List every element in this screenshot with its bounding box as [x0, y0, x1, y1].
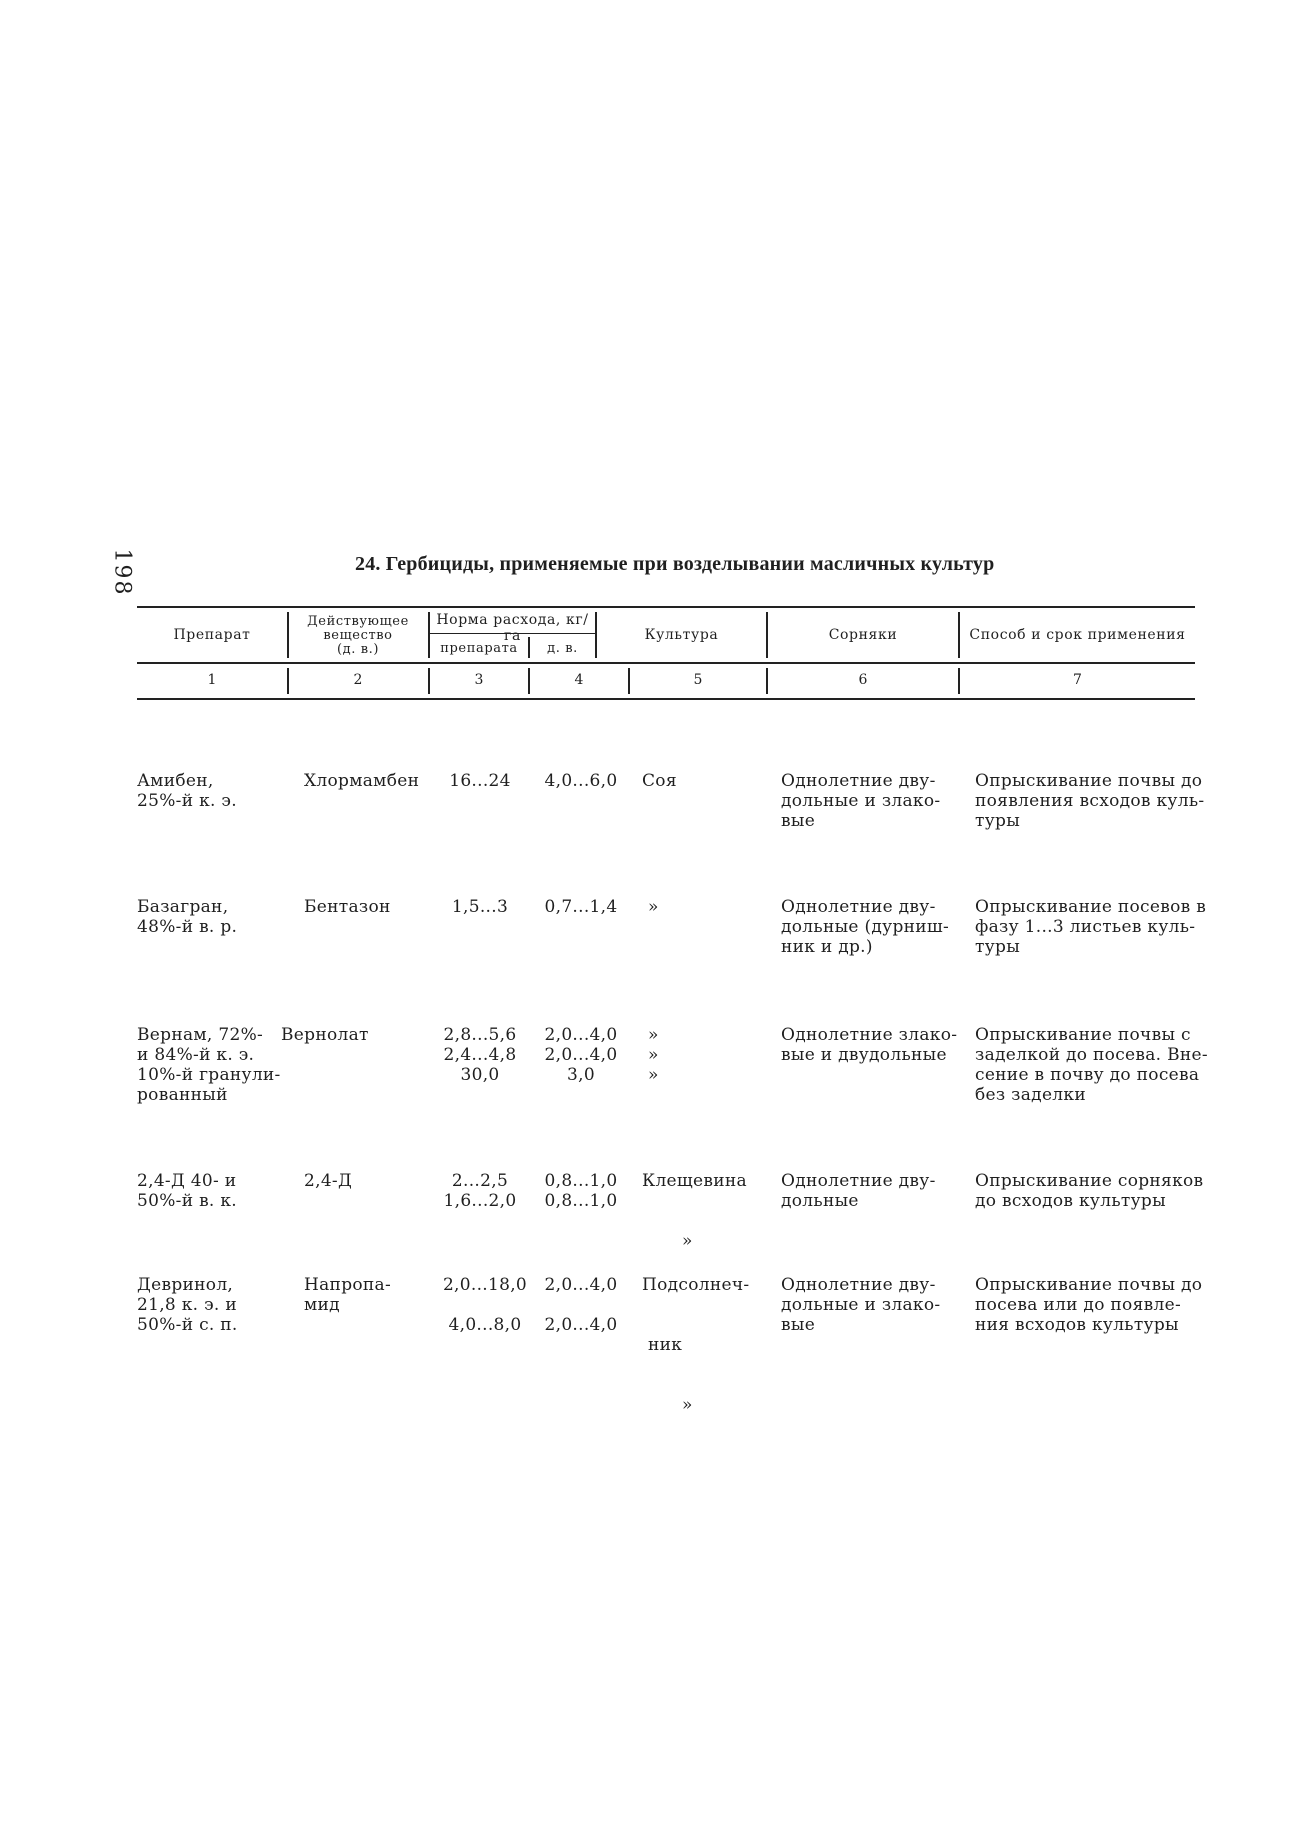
row-2-preparation: Базагран, 48%-й в. р. [137, 897, 238, 937]
column-number-3: 3 [474, 672, 484, 688]
row-2-weeds: Однолетние дву- дольные (дурниш- ник и др.) [781, 897, 950, 957]
row-5-weeds: Однолетние дву- дольные и злако- вые [781, 1275, 941, 1335]
row-2-crop: » [648, 897, 659, 917]
row-1-crop: Соя [642, 771, 677, 791]
header-rate-ai: д. в. [547, 641, 578, 656]
row-3-substance: Вернолат [281, 1025, 369, 1045]
row-3-rate-ai: 2,0...4,0 2,0...4,0 3,0 [544, 1025, 618, 1085]
row-3-method: Опрыскивание почвы с заделкой до посева. Вне- сение в почву до посева без заделки [975, 1025, 1208, 1105]
row-1-weeds: Однолетние дву- дольные и злако- вые [781, 771, 941, 831]
header-top-rule [137, 606, 1195, 608]
page-number: 198 [109, 548, 135, 597]
header-substance: Действующее вещество (д. в.) [307, 614, 409, 657]
row-5-crop: Подсолнеч- ник » [642, 1275, 750, 1415]
row-1-preparation: Амибен, 25%-й к. э. [137, 771, 237, 811]
column-number-4: 4 [574, 672, 584, 688]
header-weeds: Сорняки [828, 627, 898, 643]
row-4-weeds: Однолетние дву- дольные [781, 1171, 936, 1211]
numbers-bottom-rule [137, 698, 1195, 700]
column-number-2: 2 [353, 672, 363, 688]
row-3-weeds: Однолетние злако- вые и двудольные [781, 1025, 958, 1065]
row-4-method: Опрыскивание сорняков до всходов культуры [975, 1171, 1204, 1211]
header-rate-preparation: препарата [440, 641, 518, 656]
header-method: Способ и срок применения [969, 627, 1186, 643]
row-4-rate-ai: 0,8...1,0 0,8...1,0 [544, 1171, 618, 1211]
row-5-method: Опрыскивание почвы до посева или до появле- ния всходов культуры [975, 1275, 1203, 1335]
column-number-6: 6 [858, 672, 868, 688]
column-number-5: 5 [693, 672, 703, 688]
row-5-rate-ai: 2,0...4,0 2,0...4,0 [544, 1275, 618, 1335]
row-4-substance: 2,4-Д [304, 1171, 353, 1191]
row-1-substance: Хлормамбен [304, 771, 420, 791]
header-rate-group: Норма расхода, кг/га [436, 612, 589, 644]
row-4-preparation: 2,4-Д 40- и 50%-й в. к. [137, 1171, 237, 1211]
row-3-crop: » » » [648, 1025, 659, 1085]
row-5-preparation: Девринол, 21,8 к. э. и 50%-й с. п. [137, 1275, 238, 1335]
header-preparation: Препарат [173, 627, 251, 643]
row-3-rate-preparation: 2,8...5,6 2,4...4,8 30,0 [443, 1025, 517, 1085]
row-4-crop: Клещевина » [642, 1171, 747, 1251]
row-4-rate-preparation: 2...2,5 1,6...2,0 [443, 1171, 517, 1211]
row-2-substance: Бентазон [304, 897, 391, 917]
row-2-method: Опрыскивание посевов в фазу 1...3 листьев куль- туры [975, 897, 1207, 957]
row-3-preparation: Вернам, 72%- и 84%-й к. э. 10%-й гранули- рованный [137, 1025, 281, 1105]
row-5-rate-preparation: 2,0...18,0 4,0...8,0 [442, 1275, 528, 1335]
row-1-rate-ai: 4,0...6,0 [544, 771, 618, 791]
row-2-rate-preparation: 1,5...3 [451, 897, 509, 917]
column-number-7: 7 [1073, 672, 1082, 688]
header-mid-rule [137, 662, 1195, 664]
table-title: 24. Гербициды, применяемые при возделывании масличных культур [355, 553, 995, 575]
row-1-method: Опрыскивание почвы до появления всходов куль- туры [975, 771, 1205, 831]
row-5-substance: Напропа- мид [304, 1275, 392, 1315]
header-crop: Культура [644, 627, 719, 643]
column-number-1: 1 [207, 672, 217, 688]
row-1-rate-preparation: 16...24 [449, 771, 511, 791]
row-2-rate-ai: 0,7...1,4 [544, 897, 618, 917]
